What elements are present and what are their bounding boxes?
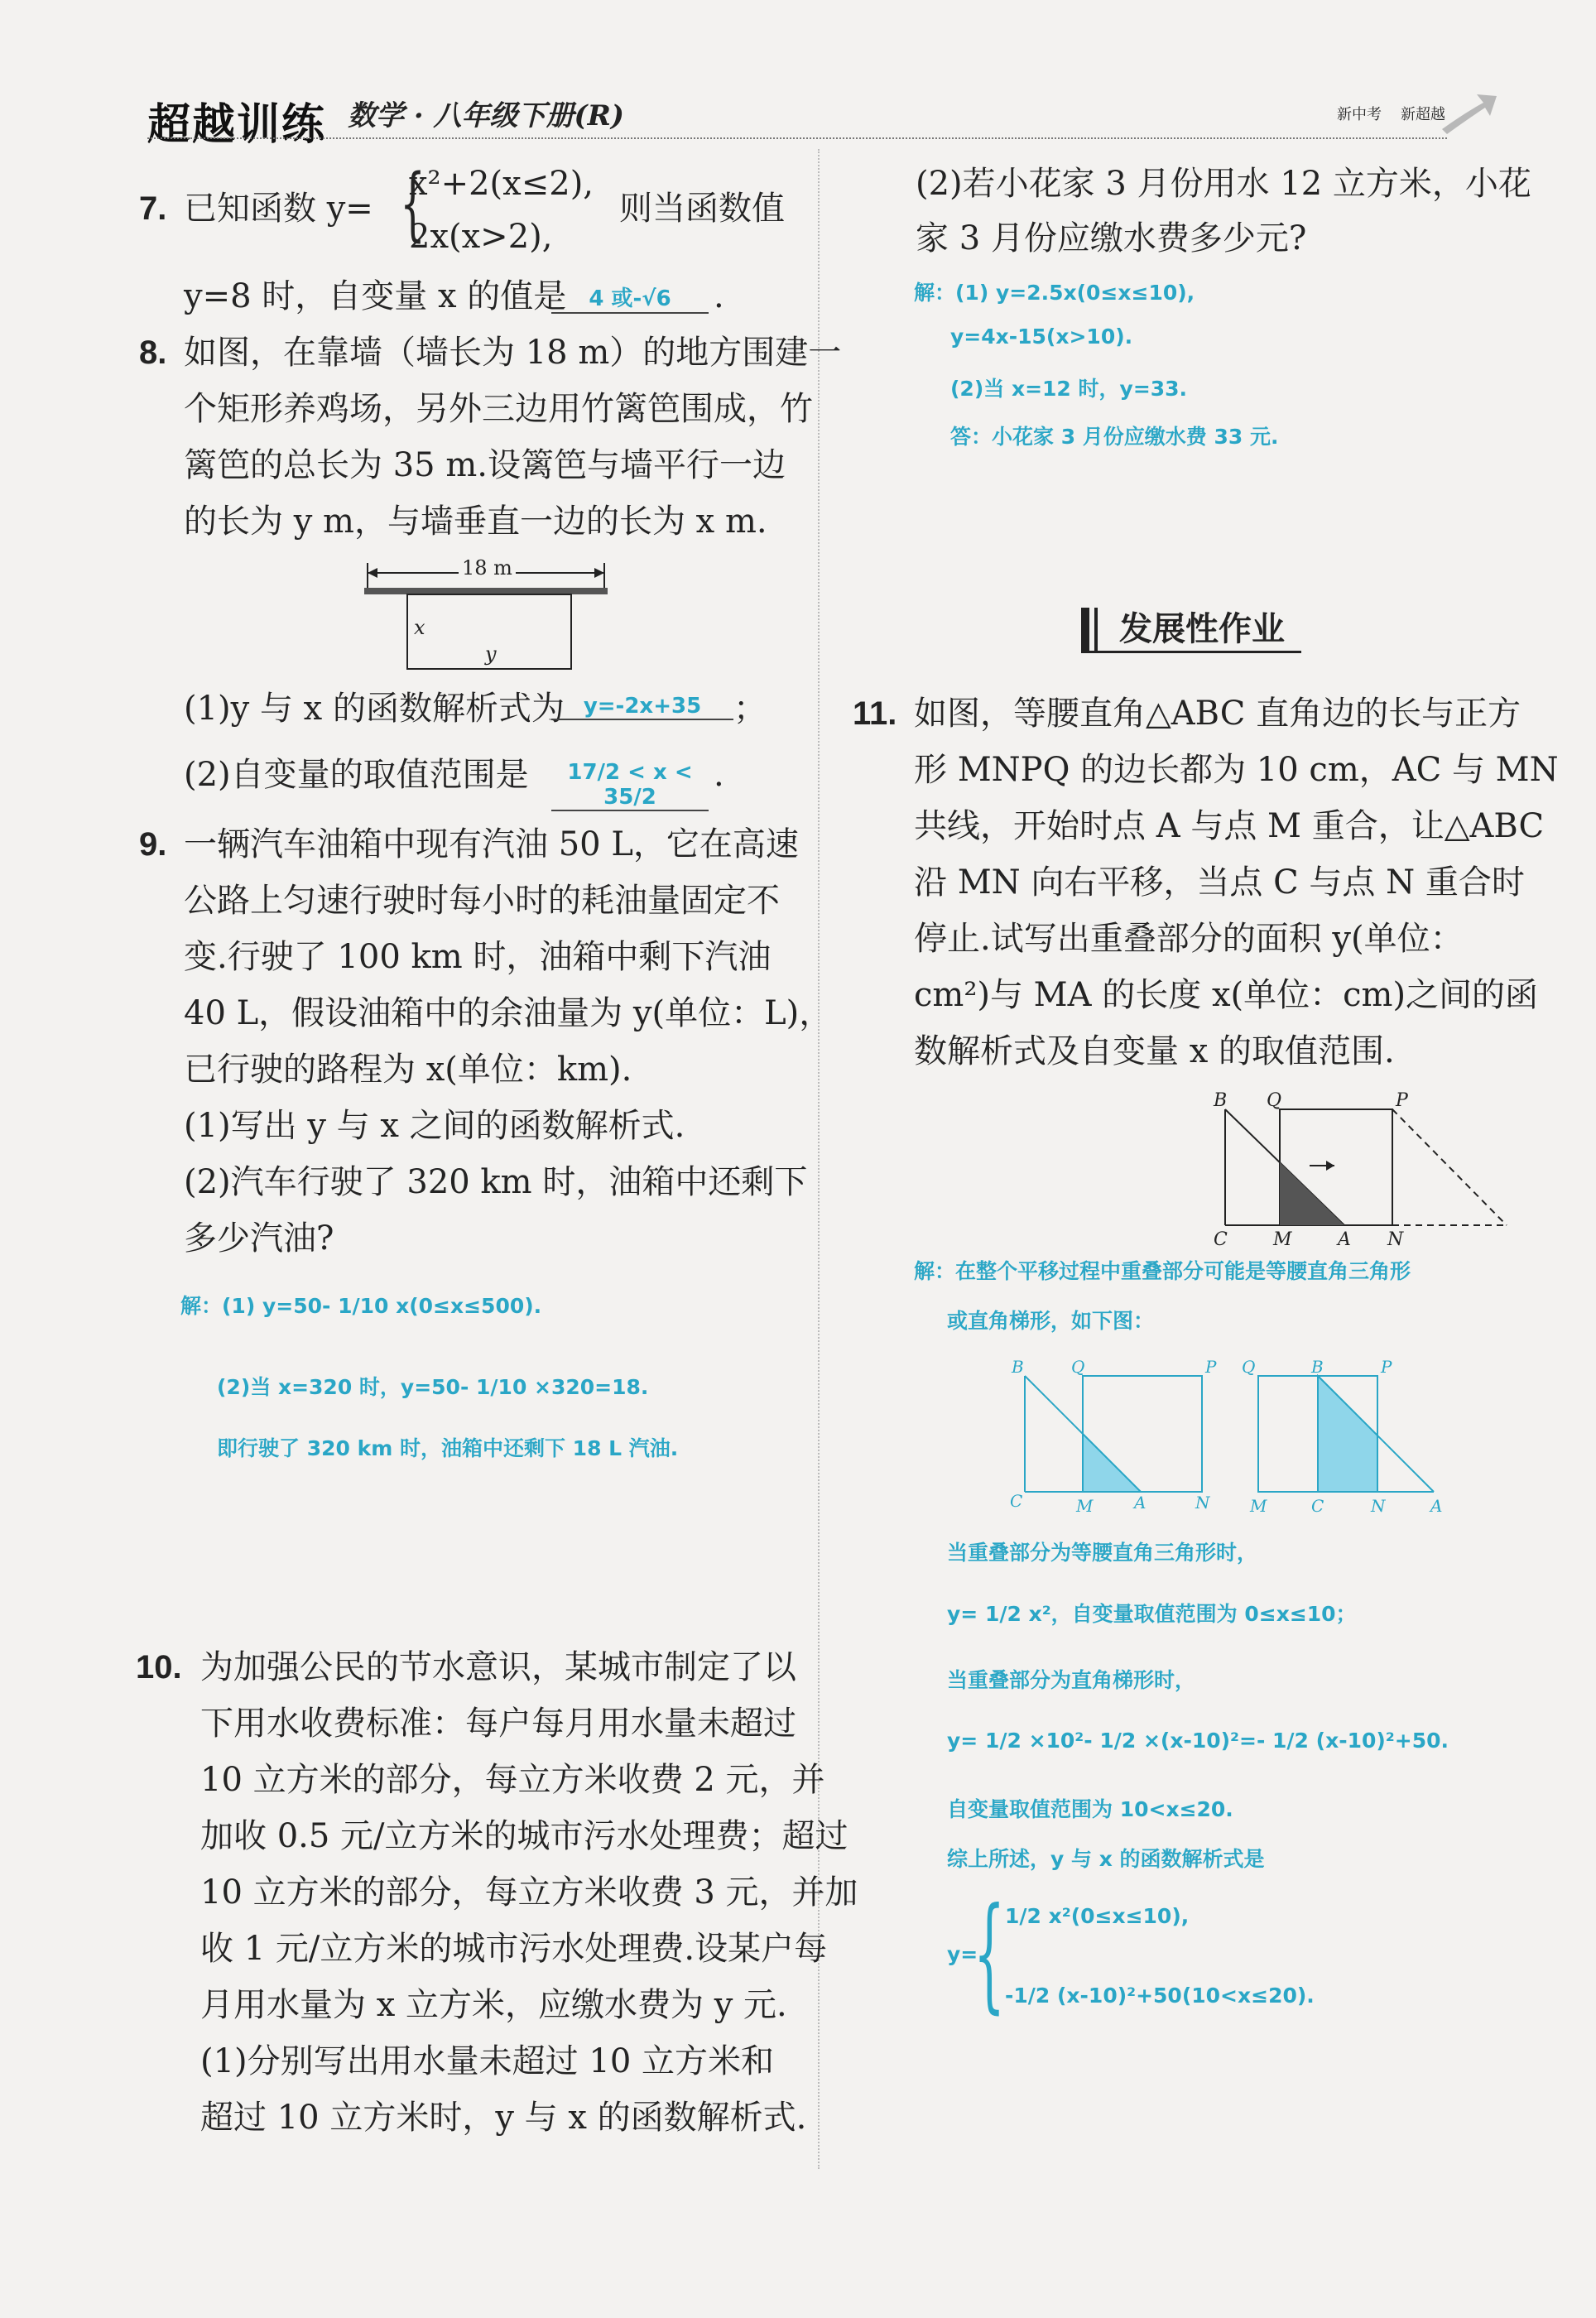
q10-line: 超过 10 立方米时，y 与 x 的函数解析式. <box>200 2099 807 2137</box>
q10-number: 10. <box>136 1649 182 1686</box>
fig2L-label-P: P <box>1205 1357 1217 1377</box>
q8-fig-x: x <box>414 616 425 639</box>
q8-line: 的长为 y m，与墙垂直一边的长为 x m. <box>184 503 767 541</box>
header-arrow-icon <box>1440 88 1498 137</box>
q10-line: 为加强公民的节水意识，某城市制定了以 <box>200 1648 796 1686</box>
fig2L-label-B: B <box>1012 1357 1024 1377</box>
q11-fig-label-M: M <box>1273 1229 1292 1250</box>
q8-answer-2: 17/2 < x < 35/2 <box>551 760 709 811</box>
q7-answer: 4 或-√6 <box>551 281 709 314</box>
q7-number: 7. <box>139 190 167 227</box>
q8-part-2: (2)自变量的取值范围是 <box>184 756 529 794</box>
q11-fig-label-Q: Q <box>1267 1090 1282 1111</box>
fig2R-label-N: N <box>1371 1496 1386 1515</box>
section-title: 发展性作业 <box>1119 610 1285 648</box>
q10-part-2: 家 3 月份应缴水费多少元? <box>916 219 1307 257</box>
q7-case-1: x²+2(x≤2), <box>409 165 594 203</box>
fig2R-label-M: M <box>1250 1496 1267 1515</box>
q11-piecewise-case: -1/2 (x-10)²+50(10<x≤20). <box>1005 1984 1315 2008</box>
q9-solution: 解：(1) y=50- 1/10 x(0≤x≤500). <box>180 1294 542 1318</box>
q9-solution: (2)当 x=320 时，y=50- 1/10 ×320=18. <box>217 1375 649 1399</box>
q11-line: 数解析式及自变量 x 的取值范围. <box>914 1032 1395 1070</box>
q11-line: 沿 MN 向右平移，当点 C 与点 N 重合时 <box>914 863 1525 902</box>
q8-answer-1: y=-2x+35 <box>551 694 733 720</box>
q7-end: . <box>714 277 724 315</box>
q10-solution: 解：(1) y=2.5x(0≤x≤10), <box>914 281 1195 305</box>
fig2L-label-N: N <box>1195 1493 1210 1512</box>
section-underline <box>1081 651 1301 653</box>
header-tag-left: 新中考 <box>1337 106 1382 123</box>
q11-fig-label-N: N <box>1387 1229 1404 1250</box>
q9-line: 一辆汽车油箱中现有汽油 50 L，它在高速 <box>184 825 799 863</box>
q11-fig-label-C: C <box>1214 1229 1228 1250</box>
q9-line: 变.行驶了 100 km 时，油箱中剩下汽油 <box>184 938 772 976</box>
q8-part-1: (1)y 与 x 的函数解析式为 <box>184 690 565 728</box>
q10-line: 下用水收费标准：每户每月用水量未超过 <box>200 1705 796 1743</box>
q11-solution: 当重叠部分为直角梯形时， <box>947 1668 1196 1692</box>
section-marker-icon <box>1094 608 1098 651</box>
q11-fig-label-B: B <box>1214 1090 1228 1111</box>
section-marker-icon <box>1081 608 1089 651</box>
q9-line: 40 L，假设油箱中的余油量为 y(单位：L)， <box>184 994 833 1032</box>
q11-piecewise-case: 1/2 x²(0≤x≤10), <box>1005 1904 1190 1928</box>
q10-solution: 答：小花家 3 月份应缴水费 33 元. <box>950 425 1279 449</box>
column-divider <box>818 149 820 2169</box>
q11-fig-label-P: P <box>1396 1090 1408 1111</box>
q11-fig-label-A: A <box>1338 1229 1351 1250</box>
fig2L-label-C: C <box>1010 1491 1023 1511</box>
header-tag-right: 新超越 <box>1401 106 1445 123</box>
q7-text: 已知函数 y= <box>184 190 373 228</box>
q10-line: 10 立方米的部分，每立方米收费 3 元，并加 <box>200 1873 858 1912</box>
q10-line: (1)分别写出用水量未超过 10 立方米和 <box>200 2042 774 2080</box>
q10-line: 收 1 元/立方米的城市污水处理费.设某户每 <box>200 1930 828 1968</box>
q8-line: 个矩形养鸡场，另外三边用竹篱笆围成，竹 <box>184 390 813 428</box>
q10-solution: (2)当 x=12 时，y=33. <box>950 377 1188 401</box>
q7-text-3: y=8 时，自变量 x 的值是 <box>184 277 567 315</box>
q10-line: 10 立方米的部分，每立方米收费 2 元，并 <box>200 1761 825 1799</box>
q11-solution: 综上所述，y 与 x 的函数解析式是 <box>947 1847 1265 1871</box>
q7-brace: { <box>400 157 425 250</box>
q8-line: 如图，在靠墙（墙长为 18 m）的地方围建一 <box>184 334 842 372</box>
fig2R-label-C: C <box>1311 1496 1324 1515</box>
q9-line: 公路上匀速行驶时每小时的耗油量固定不 <box>184 882 780 920</box>
q8-part-1-end: ； <box>733 690 767 728</box>
q8-number: 8. <box>139 334 167 371</box>
fig2L-label-Q: Q <box>1071 1357 1085 1377</box>
q11-solution: 当重叠部分为等腰直角三角形时， <box>947 1541 1258 1565</box>
fig2L-label-M: M <box>1076 1496 1094 1515</box>
q10-line: 加收 0.5 元/立方米的城市污水处理费；超过 <box>200 1817 848 1855</box>
q11-piecewise-brace: { <box>973 1882 1006 2026</box>
fig2R-label-P: P <box>1381 1357 1392 1377</box>
q11-line: 形 MNPQ 的边长都为 10 cm，AC 与 MN <box>914 751 1559 789</box>
q8-line: 篱笆的总长为 35 m.设篱笆与墙平行一边 <box>184 446 786 484</box>
fig2L-label-A: A <box>1134 1493 1147 1512</box>
subject-label: 数学 · 八年级下册(R) <box>348 99 624 132</box>
q8-part-2-end: . <box>714 756 724 794</box>
q10-part-2: (2)若小花家 3 月份用水 12 立方米，小花 <box>916 165 1531 203</box>
q11-solution-figure-left <box>1008 1349 1223 1515</box>
q7-text-2: 则当函数值 <box>619 190 785 228</box>
q9-number: 9. <box>139 826 167 863</box>
q11-solution: 解：在整个平移过程中重叠部分可能是等腰直角三角形 <box>914 1259 1411 1283</box>
q9-line: 已行驶的路程为 x(单位：km). <box>184 1051 632 1089</box>
q11-number: 11. <box>853 695 897 732</box>
q9-line: (2)汽车行驶了 320 km 时，油箱中还剩下 <box>184 1163 808 1201</box>
q9-line: (1)写出 y 与 x 之间的函数解析式. <box>184 1107 685 1145</box>
q11-line: cm²)与 MA 的长度 x(单位：cm)之间的函 <box>914 976 1539 1014</box>
q7-case-2: 2x(x>2), <box>409 218 553 256</box>
q11-line: 停止.试写出重叠部分的面积 y(单位： <box>914 920 1464 958</box>
q9-solution: 即行驶了 320 km 时，油箱中还剩下 18 L 汽油. <box>217 1436 679 1460</box>
q8-fig-wall-label: 18 m <box>459 556 516 580</box>
q11-figure <box>1200 1084 1515 1250</box>
q11-solution: 或直角梯形，如下图： <box>947 1309 1155 1333</box>
fig2R-label-B: B <box>1311 1357 1324 1377</box>
q8-fig-y: y <box>485 642 497 666</box>
q11-solution: y= 1/2 ×10²- 1/2 ×(x-10)²=- 1/2 (x-10)²+50. <box>947 1729 1449 1753</box>
q11-line: 共线，开始时点 A 与点 M 重合，让△ABC <box>914 807 1545 845</box>
q11-solution: y= 1/2 x²，自变量取值范围为 0≤x≤10； <box>947 1602 1357 1626</box>
header-rule <box>147 137 1447 139</box>
q10-solution: y=4x-15(x>10). <box>950 325 1133 349</box>
fig2R-label-A: A <box>1430 1496 1443 1515</box>
q11-piecewise-lhs: y= <box>947 1942 978 1966</box>
q9-line: 多少汽油? <box>184 1219 334 1258</box>
brand-title: 超越训练 <box>147 100 327 150</box>
q11-line: 如图，等腰直角△ABC 直角边的长与正方 <box>914 695 1521 733</box>
q11-solution-figure-right <box>1238 1349 1462 1515</box>
q11-solution: 自变量取值范围为 10<x≤20. <box>947 1797 1233 1821</box>
q10-line: 月用水量为 x 立方米，应缴水费为 y 元. <box>200 1986 787 2024</box>
fig2R-label-Q: Q <box>1242 1357 1256 1377</box>
